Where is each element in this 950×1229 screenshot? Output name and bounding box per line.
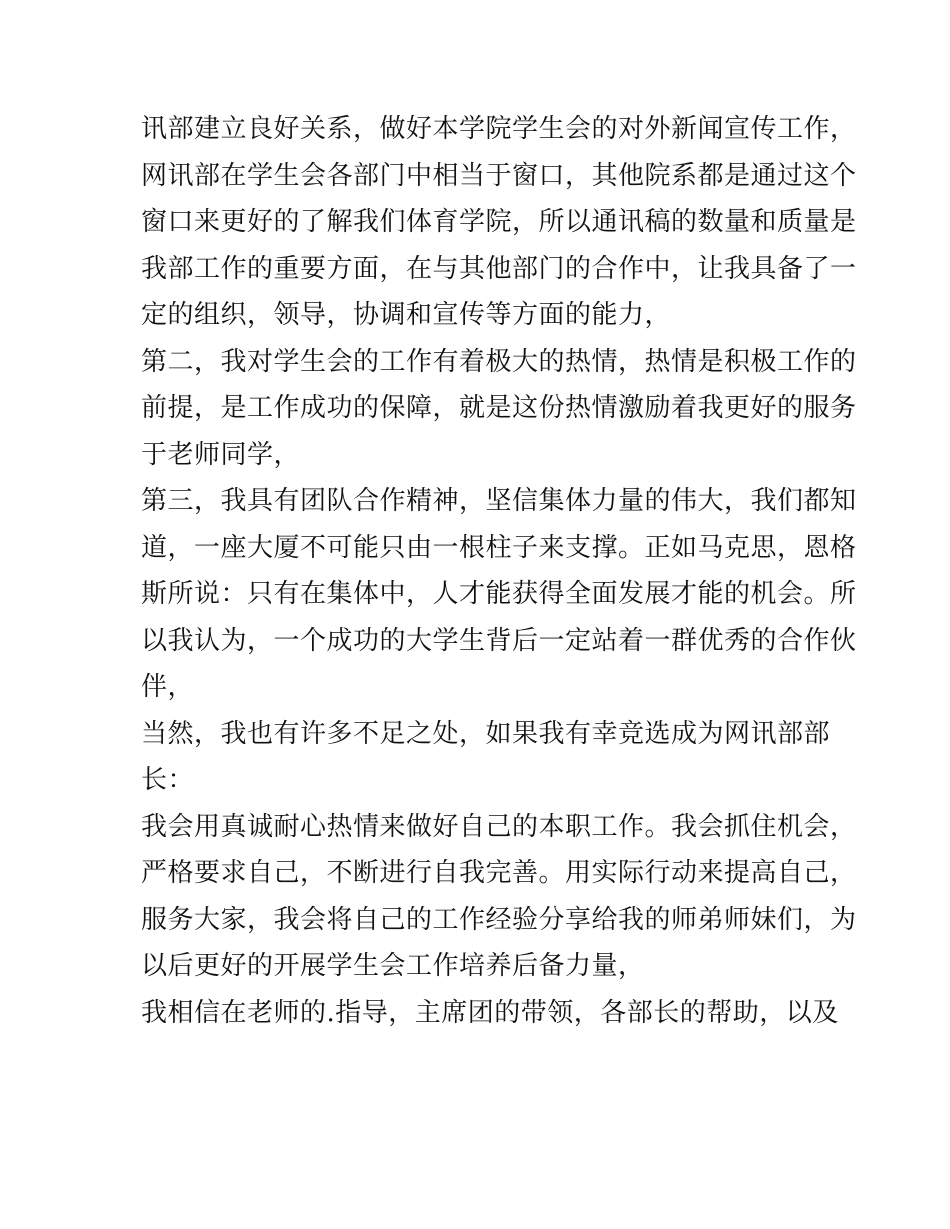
text-line-11: 斯所说：只有在集体中，人才能获得全面发展才能的机会。所	[141, 579, 857, 609]
text-line-14: 当然，我也有许多不足之处，如果我有幸竞选成为网讯部部	[141, 718, 831, 749]
text-line-20: 我相信在老师的.指导，主席团的带领，各部长的帮助，以及	[141, 997, 839, 1028]
text-line-13: 伴，	[141, 672, 195, 702]
text-line-17: 严格要求自己，不断进行自我完善。用实际行动来提高自己，	[141, 858, 857, 888]
text-line-12: 以我认为，一个成功的大学生背后一定站着一群优秀的合作伙	[141, 625, 857, 656]
body-text	[141, 106, 857, 1036]
text-line-7: 前提，是工作成功的保障，就是这份热情激励着我更好的服务	[141, 393, 857, 423]
text-line-5: 定的组织，领导，协调和宣传等方面的能力，	[141, 300, 672, 330]
text-line-9: 第三，我具有团队合作精神，坚信集体力量的伟大，我们都知	[141, 486, 857, 516]
text-line-3: 窗口来更好的了解我们体育学院，所以通讯稿的数量和质量是	[141, 207, 857, 237]
text-line-2: 网讯部在学生会各部门中相当于窗口，其他院系都是通过这个	[141, 160, 857, 191]
text-line-10: 道，一座大厦不可能只由一根柱子来支撑。正如马克思，恩格	[141, 532, 857, 563]
text-line-1: 讯部建立良好关系，做好本学院学生会的对外新闻宣传工作，	[141, 114, 857, 144]
text-line-4: 我部工作的重要方面，在与其他部门的合作中，让我具备了一	[141, 253, 857, 284]
text-line-16: 我会用真诚耐心热情来做好自己的本职工作。我会抓住机会，	[141, 811, 857, 842]
text-line-6: 第二，我对学生会的工作有着极大的热情，热情是积极工作的	[141, 346, 857, 377]
text-line-8: 于老师同学，	[141, 439, 301, 470]
text-line-15: 长：	[141, 765, 195, 795]
text-line-18: 服务大家，我会将自己的工作经验分享给我的师弟师妹们，为	[141, 904, 857, 935]
text-line-19: 以后更好的开展学生会工作培养后备力量，	[141, 951, 645, 981]
